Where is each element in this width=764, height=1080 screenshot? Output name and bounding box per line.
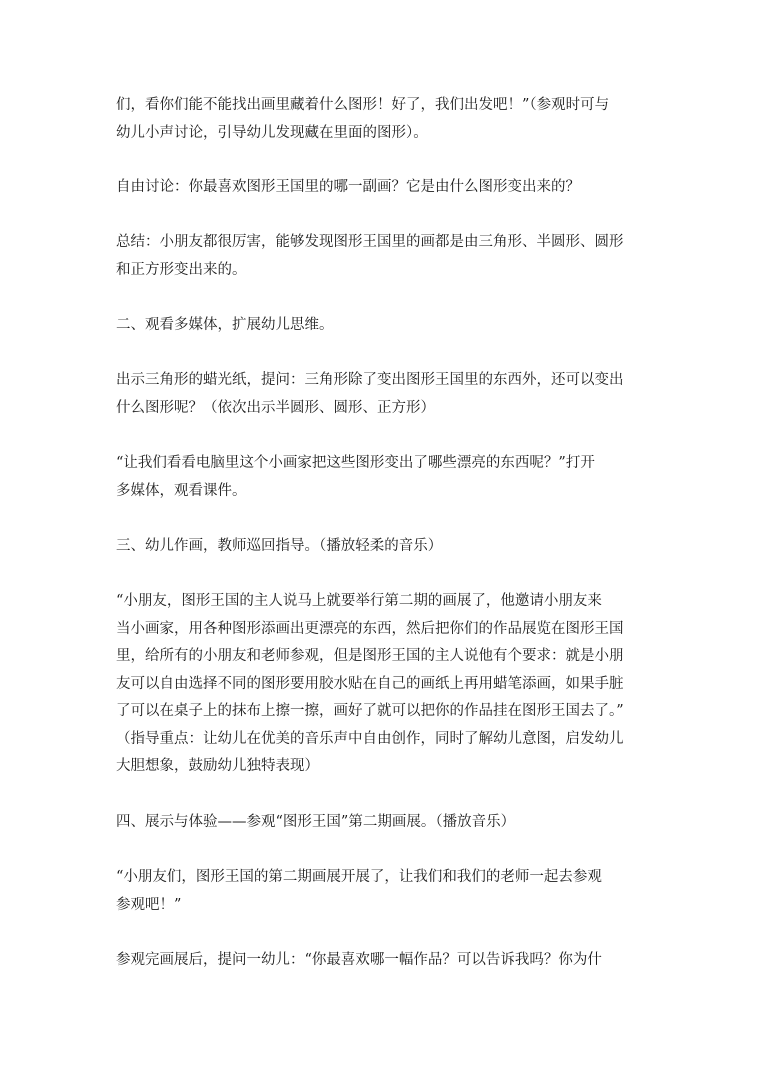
text-line: 多媒体，观看课件。 — [116, 482, 247, 499]
paragraph-free-discussion — [116, 174, 656, 202]
text-line: 总结：小朋友都很厉害，能够发现图形王国里的画都是由三角形、半圆形、圆形 — [116, 234, 624, 250]
text-line: 出示三角形的蜡光纸，提问：三角形除了变出图形王国里的东西外，还可以变出 — [116, 372, 624, 388]
paragraph-triangle-paper — [116, 367, 656, 422]
section-heading-4 — [116, 809, 656, 837]
text-line: （指导重点：让幼儿在优美的音乐声中自由创作，同时了解幼儿意图，启发幼儿 — [116, 730, 624, 747]
text-line: 们，看你们能不能找出画里藏着什么图形！好了，我们出发吧！”（参观时可与 — [116, 97, 610, 113]
text-line: 参观吧！” — [116, 896, 182, 913]
paragraph-multimedia — [116, 450, 656, 505]
text-line: “让我们看看电脑里这个小画家把这些图形变出了哪些漂亮的东西呢？”打开 — [116, 455, 595, 471]
text-line: 大胆想象，鼓励幼儿独特表现） — [116, 758, 319, 774]
section-heading-3 — [116, 533, 656, 561]
paragraph-visit-intro — [116, 92, 656, 147]
text-line: “小朋友们，图形王国的第二期画展开展了，让我们和我们的老师一起去参观 — [116, 869, 602, 885]
text-line: 友可以自由选择不同的图形要用胶水贴在自己的画纸上再用蜡笔添画，如果手脏 — [116, 675, 624, 692]
text-line: 四、展示与体验——参观“图形王国”第二期画展。（播放音乐） — [116, 814, 516, 830]
paragraph-exhibition-invite — [116, 864, 656, 919]
paragraph-painting-instructions — [116, 588, 656, 781]
text-line: 什么图形呢？（依次出示半圆形、圆形、正方形） — [116, 399, 435, 416]
paragraph-post-visit-question — [116, 947, 656, 975]
text-line: 里，给所有的小朋友和老师参观，但是图形王国的主人说他有个要求：就是小朋 — [116, 648, 624, 664]
text-line: 三、幼儿作画，教师巡回指导。（播放轻柔的音乐） — [116, 538, 443, 554]
text-line: 了可以在桌子上的抹布上擦一擦，画好了就可以把你的作品挂在图形王国去了。” — [116, 703, 624, 719]
text-line: 幼儿小声讨论，引导幼儿发现藏在里面的图形）。 — [116, 124, 428, 141]
text-line: “小朋友，图形王国的主人说马上就要举行第二期的画展了，他邀请小朋友来 — [116, 593, 602, 609]
text-line: 和正方形变出来的。 — [116, 261, 247, 278]
text-line: 当小画家，用各种图形添画出更漂亮的东西，然后把你们的作品展览在图形王国 — [116, 620, 624, 637]
text-line: 二、观看多媒体，扩展幼儿思维。 — [116, 317, 334, 333]
paragraph-summary — [116, 229, 656, 284]
text-line: 参观完画展后，提问一幼儿：“你最喜欢哪一幅作品？可以告诉我吗？你为什 — [116, 952, 602, 968]
text-line: 自由讨论：你最喜欢图形王国里的哪一副画？它是由什么图形变出来的？ — [116, 179, 580, 195]
section-heading-2 — [116, 312, 656, 340]
